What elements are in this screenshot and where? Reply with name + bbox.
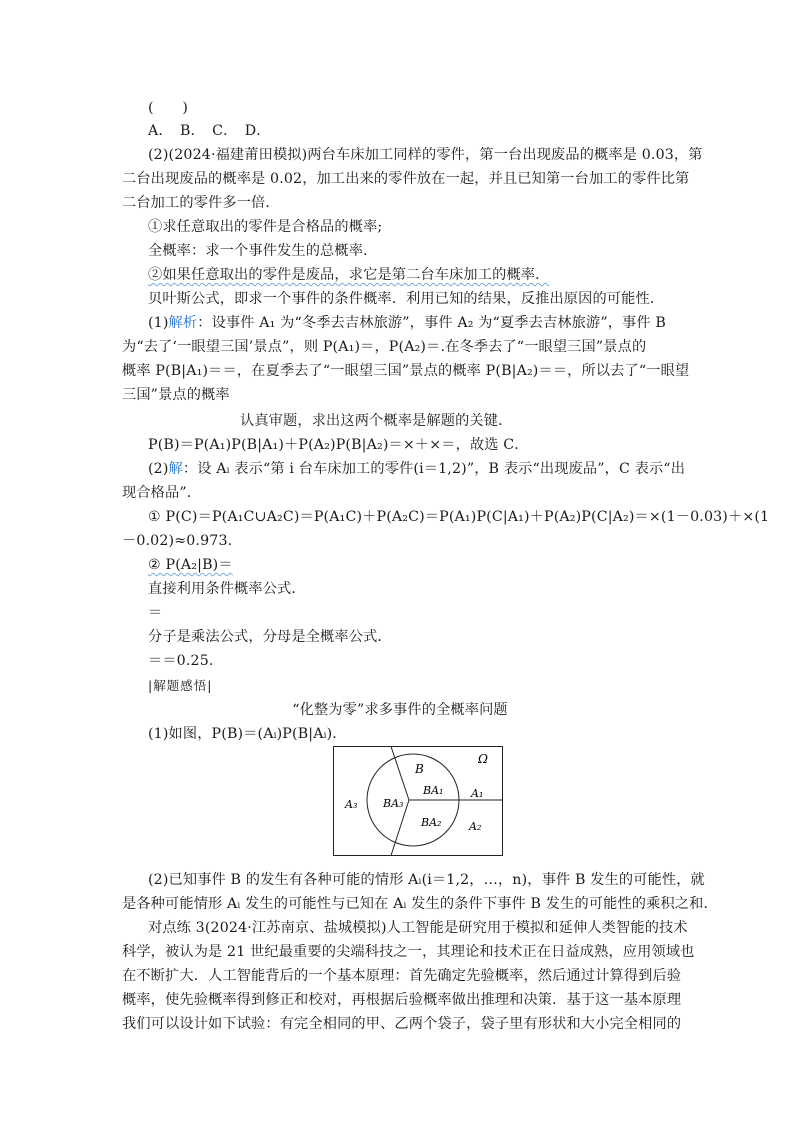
note-total-probability: 全概率：求一个事件发生的总概率． — [148, 243, 378, 259]
section-heading: “化整为零”求多事件的全概率问题 — [292, 702, 508, 718]
question-2-text: ②如果任意取出的零件是废品，求它是第二台车床加工的概率． — [148, 267, 550, 283]
result-line: ＝＝0.25. — [148, 653, 214, 669]
equals-line: ＝ — [148, 605, 163, 621]
solution-2-line-2: 现合格品”． — [122, 485, 202, 501]
venn-diagram — [333, 746, 503, 856]
problem-2-line-3: 二台加工的零件多一倍． — [122, 195, 280, 211]
point-1: (1)如图，P(B)＝(Aᵢ)P(B|Aᵢ)． — [148, 726, 347, 742]
solution-1-line-2: 为“去了‘一眼望三国’景点”，则 P(A₁)＝，P(A₂)＝.在冬季去了“一眼望三国”景点的 — [122, 339, 647, 355]
solution-1-line-1 — [148, 313, 666, 333]
question-2 — [148, 265, 549, 285]
note-bayes: 贝叶斯公式，即求一个事件的条件概率．利用已知的结果，反推出原因的可能性． — [148, 291, 665, 307]
formula-pa2b-text: ② P(A₂|B)＝ — [148, 557, 233, 573]
formula-pb: P(B)＝P(A₁)P(B|A₁)＋P(A₂)P(B|A₂)＝×＋×＝，故选 C． — [148, 437, 529, 453]
point-2-line-2: 是各种可能情形 Aᵢ 发生的可能性与已知在 Aᵢ 发生的条件下事件 B 发生的可能性的乘积之和． — [122, 896, 718, 912]
problem-2-line-2: 二台出现废品的概率是 0.02，加工出来的零件放在一起，并且已知第一台加工的零件比第 — [122, 171, 690, 187]
formula-pc-line-2: －0.02)≈0.973. — [122, 533, 233, 549]
formula-pa2b — [148, 555, 233, 575]
answer-blank: ( ) — [148, 100, 189, 116]
part-number: (2) — [148, 461, 169, 477]
label-a3: A₃ — [345, 798, 358, 811]
answer-options: A． B． C． D． — [148, 123, 271, 139]
label-a2: A₂ — [469, 820, 482, 833]
solution-label: 解 — [168, 461, 183, 477]
exercise-3-line-2: 科学，被认为是 21 世纪最重要的尖端科技之一，其理论和技术正在日益成熟，应用领域也 — [122, 944, 695, 960]
question-1: ①求任意取出的零件是合格品的概率; — [148, 219, 383, 235]
formula-pc-line-1: ① P(C)＝P(A₁C∪A₂C)＝P(A₁C)＋P(A₂C)＝P(A₁)P(C|A₁)＋P(A₂)P(C|A₂)＝×(1－0.03)＋×(1 — [148, 509, 770, 525]
solution-1-text: ：设事件 A₁ 为“冬季去吉林旅游”，事件 A₂ 为“夏季去吉林旅游”，事件 B — [197, 315, 666, 331]
note-conditional: 直接利用条件概率公式． — [148, 581, 306, 597]
note-key-step: 认真审题，求出这两个概率是解题的关键． — [240, 413, 513, 429]
label-ba2: BA₂ — [421, 816, 442, 829]
solution-1-line-4: 三国”景点的概率 — [122, 387, 230, 403]
part-number: (1) — [148, 315, 169, 331]
exercise-3-line-1: 对点练 3(2024·江苏南京、盐城模拟)人工智能是研究用于模拟和延伸人类智能的技术 — [148, 920, 688, 936]
exercise-3-line-4: 概率，使先验概率得到修正和校对，再根据后验概率做出推理和决策．基于这一基本原理 — [122, 992, 682, 1008]
label-a1: A₁ — [471, 787, 484, 800]
section-tag: |解题感悟| — [148, 678, 213, 693]
label-ba3: BA₃ — [383, 797, 404, 810]
exercise-3-line-3: 在不断扩大．人工智能背后的一个基本原理：首先确定先验概率，然后通过计算得到后验 — [122, 968, 682, 984]
problem-2-line-1: (2)(2024·福建莆田模拟)两台车床加工同样的零件，第一台出现废品的概率是 0.03，第 — [148, 147, 703, 163]
solution-2-line-1 — [148, 459, 685, 479]
analysis-label: 解析 — [168, 315, 198, 331]
label-omega: Ω — [478, 752, 488, 766]
label-ba1: BA₁ — [423, 784, 444, 797]
exercise-3-line-5: 我们可以设计如下试验：有完全相同的甲、乙两个袋子，袋子里有形状和大小完全相同的 — [122, 1016, 682, 1032]
solution-1-line-3: 概率 P(B|A₁)＝＝，在夏季去了“一眼望三国”景点的概率 P(B|A₂)＝＝，所以去了“一眼望 — [122, 363, 690, 379]
label-b: B — [415, 762, 424, 776]
note-numerator: 分子是乘法公式，分母是全概率公式． — [148, 629, 392, 645]
point-2-line-1: (2)已知事件 B 的发生有各种可能的情形 Aᵢ(i＝1,2，…，n)，事件 B 发生的可能性，就 — [148, 872, 705, 888]
solution-2-text: ：设 Aᵢ 表示“第 i 台车床加工的零件(i＝1,2)”，B 表示“出现废品”，C 表示“出 — [182, 461, 686, 477]
